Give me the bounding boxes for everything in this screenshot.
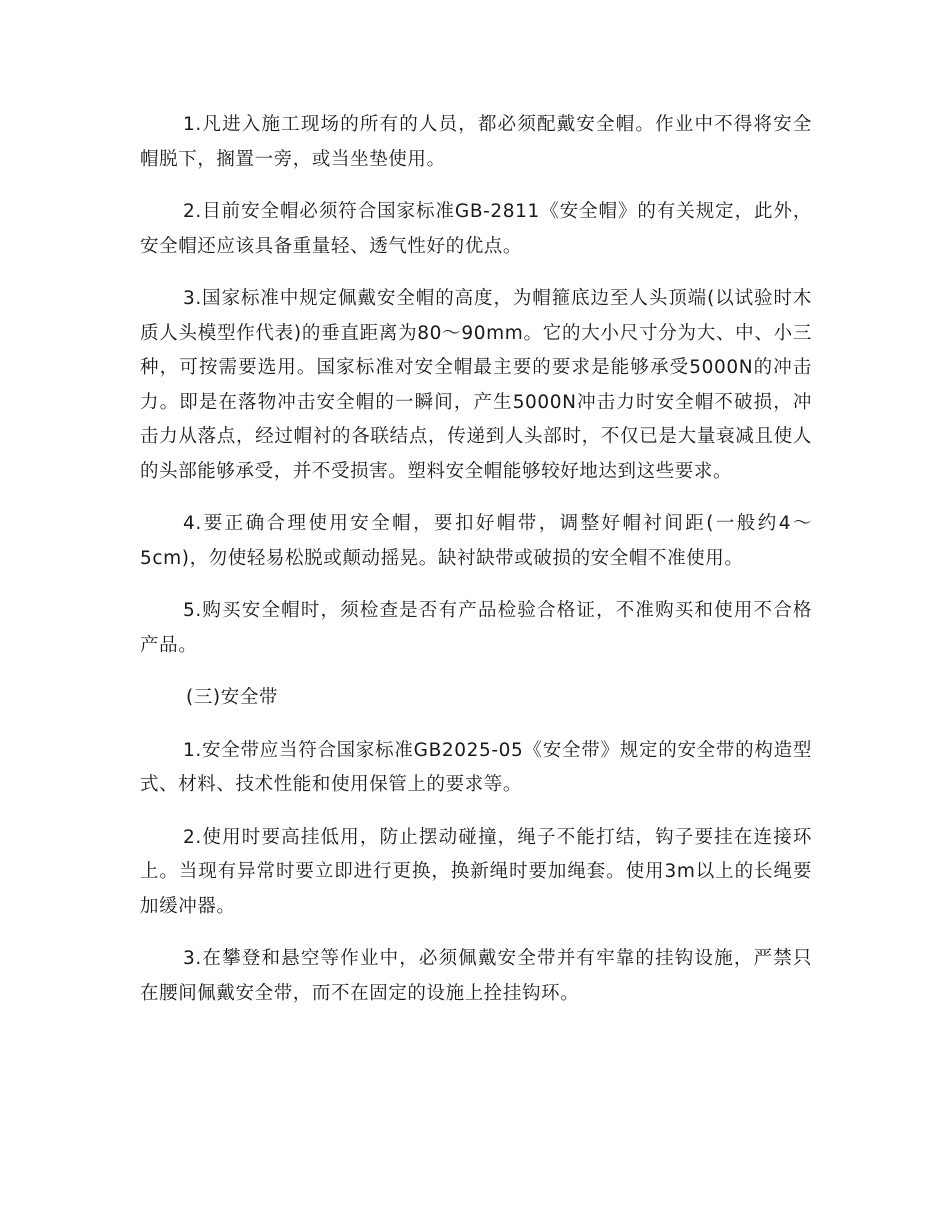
section-heading-safety-belt: (三)安全带 (186, 687, 279, 708)
paragraph-belt-2: 2.使用时要高挂低用，防止摆动碰撞，绳子不能打结，钩子要挂在连接环上。当现有异常时要立即进行更换，换新绳时要加绳套。使用3m以上的长绳要加缓冲器。 (140, 826, 812, 917)
paragraph-helmet-3: 3.国家标准中规定佩戴安全帽的高度，为帽箍底边至人头顶端(以试验时木质人头模型作代表)的垂直距离为80～90mm。它的大小尺寸分为大、中、小三种，可按需要选用。国家标准对安全帽最主要的要求是能够承受5000N的冲击力。即是在落物冲击安全帽的一瞬间，产生5000N冲击力时安全帽不破损，冲击力从落点，经过帽衬的各联结点，传递到人头部时，不仅已是大量衰减且使人的头部能够承受，并不受损害。塑料安全帽能够较好地达到这些要求。 (140, 288, 812, 482)
paragraph-helmet-2: 2.目前安全帽必须符合国家标准GB-2811《安全帽》的有关规定，此外，安全帽还应该具备重量轻、透气性好的优点。 (140, 201, 812, 257)
document-body (140, 108, 812, 1029)
paragraph-belt-1: 1.安全带应当符合国家标准GB2025-05《安全带》规定的安全带的构造型式、材料、技术性能和使用保管上的要求等。 (140, 739, 812, 795)
paragraph-helmet-4: 4.要正确合理使用安全帽，要扣好帽带，调整好帽衬间距(一般约4～5cm)，勿使轻易松脱或颠动摇晃。缺衬缺带或破损的安全帽不准使用。 (140, 513, 812, 569)
paragraph-helmet-5: 5.购买安全帽时，须检查是否有产品检验合格证，不准购买和使用不合格产品。 (140, 600, 812, 656)
paragraph-helmet-1: 1.凡进入施工现场的所有的人员，都必须配戴安全帽。作业中不得将安全帽脱下，搁置一旁，或当坐垫使用。 (140, 114, 812, 170)
paragraph-belt-3: 3.在攀登和悬空等作业中，必须佩戴安全带并有牢靠的挂钩设施，严禁只在腰间佩戴安全带，而不在固定的设施上拴挂钩环。 (140, 948, 812, 1004)
